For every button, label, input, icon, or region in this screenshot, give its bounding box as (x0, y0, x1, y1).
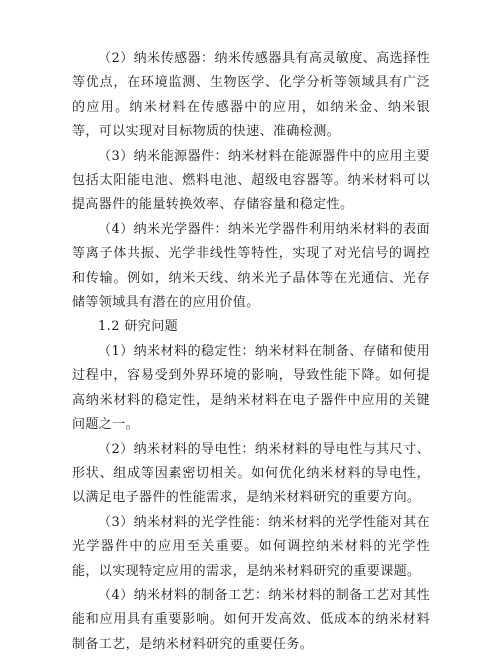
document-body (72, 47, 430, 657)
paragraph-fabrication-process: （4）纳米材料的制备工艺：纳米材料的制备工艺对其性能和应用具有重要影响。如何开发高效、低成本的纳米材料制备工艺，是纳米材料研究的重要任务。 (72, 587, 430, 652)
paragraph-nano-sensors: （2）纳米传感器：纳米传感器具有高灵敏度、高选择性等优点，在环境监测、生物医学、化学分析等领域具有广泛的应用。纳米材料在传感器中的应用，如纳米金、纳米银等，可以实现对目标物质的快速、准确检测。 (72, 51, 430, 140)
paragraph-nano-optical-devices: （4）纳米光学器件：纳米光学器件利用纳米材料的表面等离子体共振、光学非线性等特性，实现了对光信号的调控和传输。例如，纳米天线、纳米光子晶体等在光通信、光存储等领域具有潜在的应用价值。 (72, 221, 430, 311)
paragraph-nano-energy-devices: （3）纳米能源器件：纳米材料在能源器件中的应用主要包括太阳能电池、燃料电池、超级电容器等。纳米材料可以提高器件的能量转换效率、存储容量和稳定性。 (72, 148, 430, 213)
paragraph-stability: （1）纳米材料的稳定性：纳米材料在制备、存储和使用过程中，容易受到外界环境的影响，导致性能下降。如何提高纳米材料的稳定性，是纳米材料在电子器件中应用的关键问题之一。 (72, 343, 430, 433)
paragraph-optical-performance: （3）纳米材料的光学性能：纳米材料的光学性能对其在光学器件中的应用至关重要。如何调控纳米材料的光学性能，以实现特定应用的需求，是纳米材料研究的重要课题。 (72, 514, 430, 579)
section-heading: 1.2 研究问题 (98, 319, 179, 335)
paragraph-conductivity: （2）纳米材料的导电性：纳米材料的导电性与其尺寸、形状、组成等因素密切相关。如何优化纳米材料的导电性，以满足电子器件的性能需求，是纳米材料研究的重要方向。 (72, 441, 430, 506)
